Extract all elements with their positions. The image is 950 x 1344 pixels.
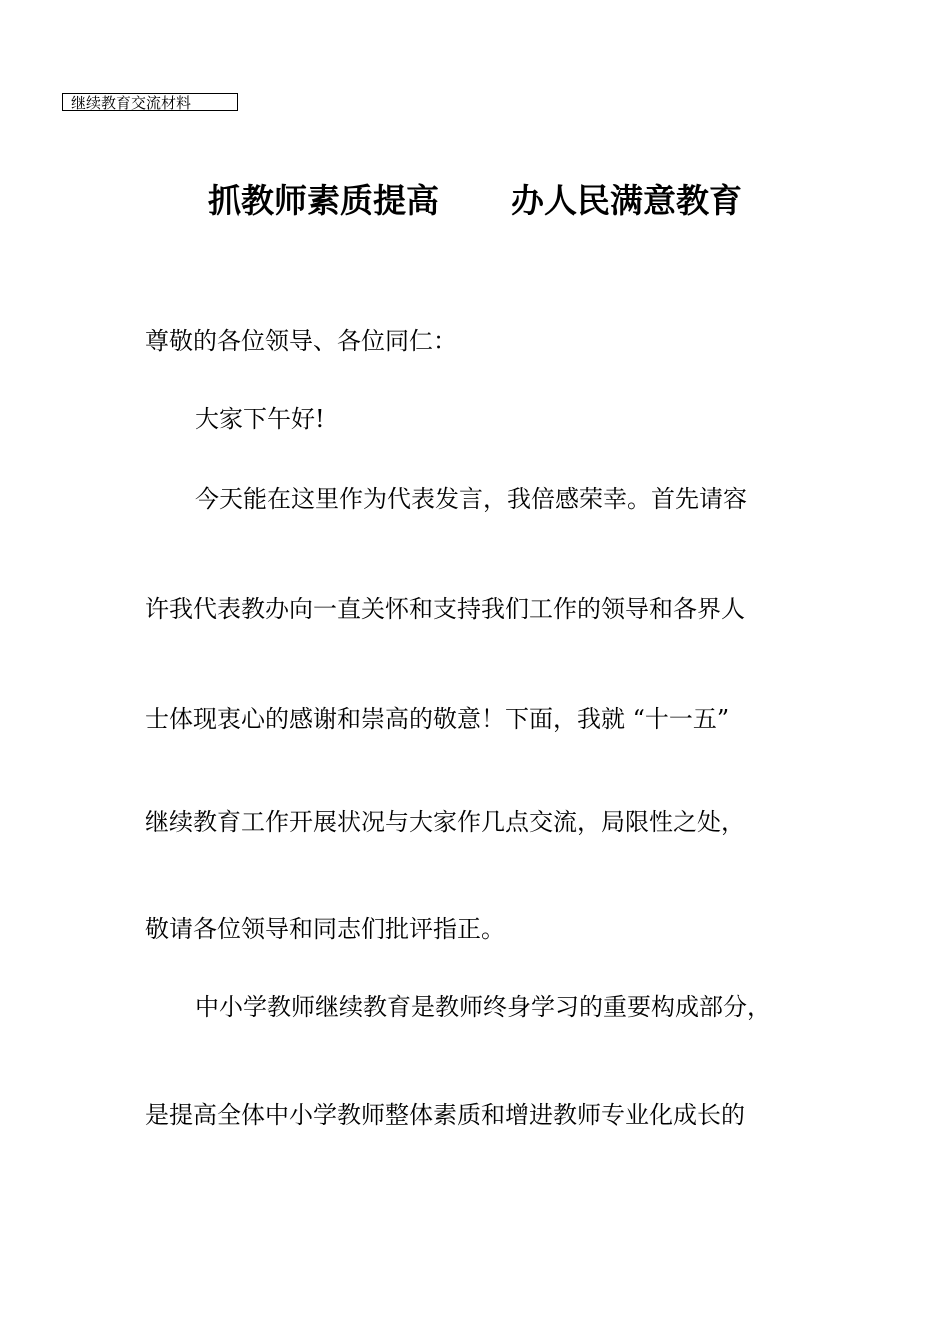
greeting: 大家下午好! xyxy=(195,405,325,433)
title-part-1: 抓教师素质提高 xyxy=(208,181,439,220)
paragraph-1-line-4: 继续教育工作开展状况与大家作几点交流，局限性之处， xyxy=(145,808,745,836)
document-title xyxy=(0,178,950,224)
paragraph-1-line-2: 许我代表教办向一直关怀和支持我们工作的领导和各界人 xyxy=(145,595,745,623)
title-part-2: 办人民满意教育 xyxy=(511,181,742,220)
paragraph-2-line-2: 是提高全体中小学教师整体素质和增进教师专业化成长的 xyxy=(145,1101,745,1129)
salutation: 尊敬的各位领导、各位同仁： xyxy=(145,327,457,355)
paragraph-2-line-1: 中小学教师继续教育是教师终身学习的重要构成部分， xyxy=(195,993,771,1021)
paragraph-1-line-3: 士体现衷心的感谢和崇高的敬意！下面，我就 “十一五” xyxy=(145,705,730,733)
paragraph-1-line-1: 今天能在这里作为代表发言，我倍感荣幸。首先请容 xyxy=(195,485,747,513)
document-header-tag: 继续教育交流材料 xyxy=(62,93,238,111)
paragraph-1-line-5: 敬请各位领导和同志们批评指正。 xyxy=(145,915,505,943)
